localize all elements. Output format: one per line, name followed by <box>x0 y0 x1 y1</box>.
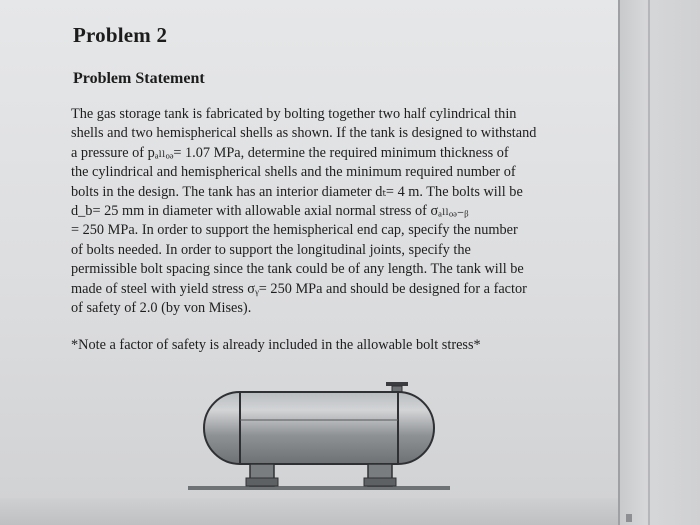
statement-line: shells and two hemispherical shells as shown. If the tank is designed to withstand <box>71 125 537 142</box>
statement-line: of bolts needed. In order to support the longitudinal joints, specify the <box>71 241 471 258</box>
statement-line: The gas storage tank is fabricated by bolting together two half cylindrical thin <box>71 106 517 122</box>
statement-line: made of steel with yield stress σᵧ= 250 MPa and should be designed for a factor <box>71 280 527 297</box>
statement-line: d_b= 25 mm in diameter with allowable axial normal stress of σₐₗₗₒₔ₋ᵦ <box>71 203 469 220</box>
side-panel-divider <box>648 0 650 525</box>
gas-storage-tank-illustration <box>188 378 450 508</box>
tank-body <box>204 392 434 464</box>
statement-line: a pressure of pₐₗₗₒₔ= 1.07 MPa, determine the required minimum thickness of <box>71 144 509 161</box>
note-text: *Note a factor of safety is already included in the allowable bolt stress* <box>71 337 481 353</box>
section-heading: Problem Statement <box>73 70 205 87</box>
statement-line: of safety of 2.0 (by von Mises). <box>71 300 252 317</box>
side-panel <box>618 0 700 525</box>
left-support-base <box>246 478 278 486</box>
statement-line: bolts in the design. The tank has an interior diameter dₜ= 4 m. The bolts will be <box>71 183 523 200</box>
right-support-base <box>364 478 396 486</box>
statement-line: the cylindrical and hemispherical shells and the minimum required number of <box>71 164 516 181</box>
problem-statement <box>71 105 611 318</box>
tank-nozzle <box>386 382 408 386</box>
page-title: Problem 2 <box>73 23 168 47</box>
statement-line: permissible bolt spacing since the tank could be of any length. The tank will be <box>71 261 524 278</box>
statement-line: = 250 MPa. In order to support the hemispherical end cap, specify the number <box>71 222 518 239</box>
scroll-indicator[interactable] <box>626 514 632 522</box>
ground-line <box>188 486 450 490</box>
